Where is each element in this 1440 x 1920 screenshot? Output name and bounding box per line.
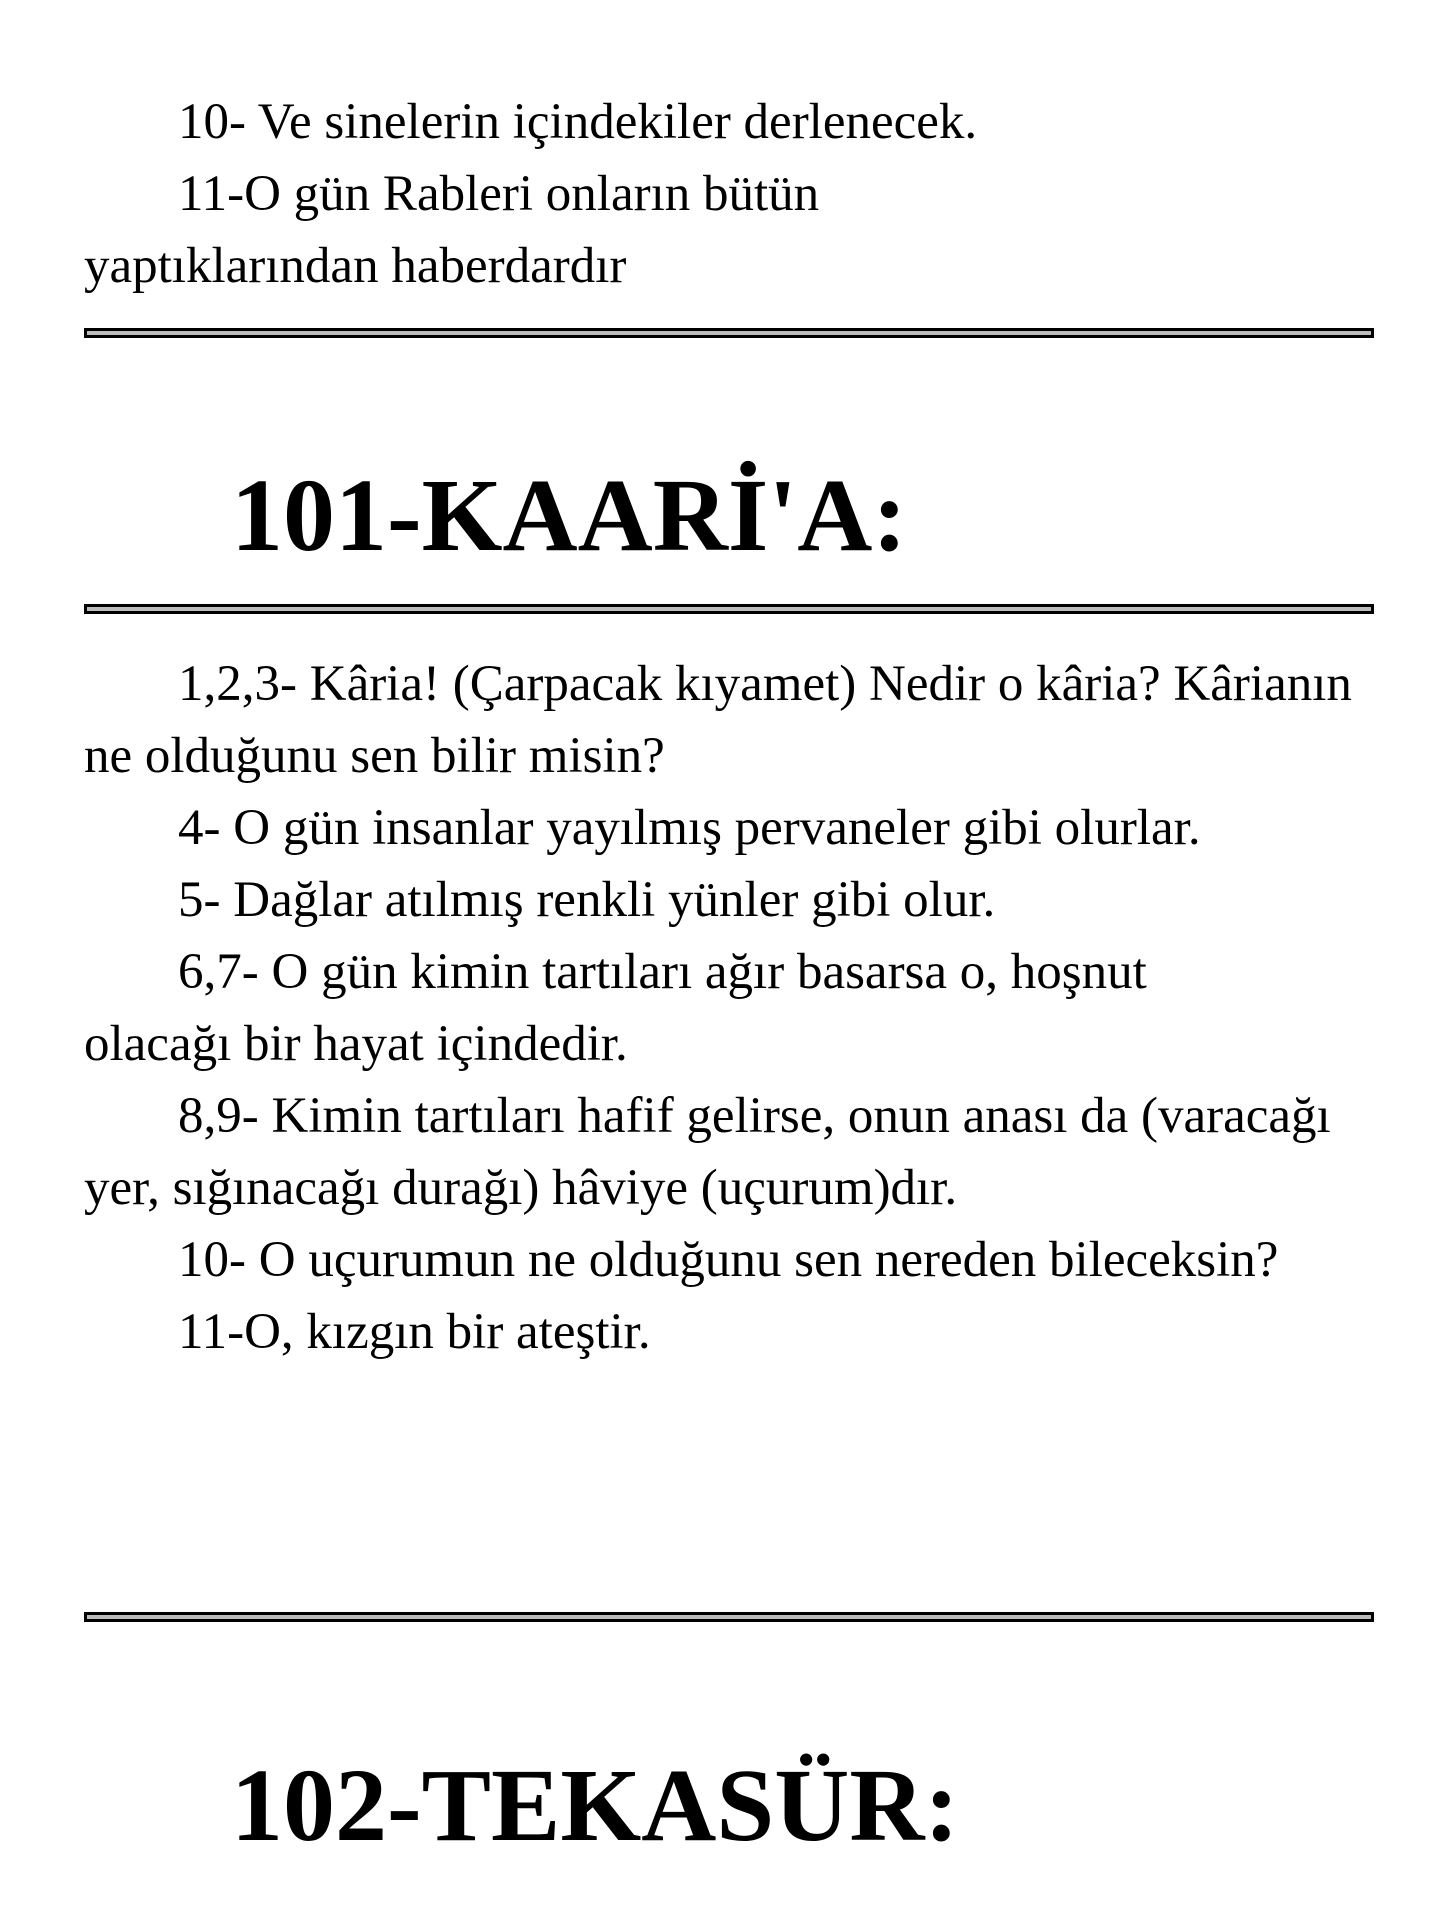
surah-heading-101: 101-KAARİ'A: (231, 458, 907, 573)
section-divider (84, 604, 1374, 614)
verse-11: 11-O gün Rableri onların bütün yaptıklarından haberdardır (84, 166, 820, 294)
surah-101-verses (84, 648, 1374, 1368)
verse-6-7: 6,7- O gün kimin tartıları ağır basarsa o, hoşnut olacağı bir hayat içindedir. (84, 944, 1147, 1072)
section-divider (84, 328, 1374, 338)
verse-8-9: 8,9- Kimin tartıları hafif gelirse, onun anası da (varacağı yer, sığınacağı durağı) hâviye (uçurum)dır. (84, 1088, 1331, 1216)
surah-heading-102: 102-TEKASÜR: (231, 1748, 960, 1863)
verse-5: 5- Dağlar atılmış renkli yünler gibi olur. (178, 872, 996, 928)
verse-4: 4- O gün insanlar yayılmış pervaneler gibi olurlar. (178, 800, 1201, 856)
verse-1-2-3: 1,2,3- Kâria! (Çarpacak kıyamet) Nedir o kâria? Kârianın ne olduğunu sen bilir misin? (84, 656, 1352, 784)
section-divider (84, 1612, 1374, 1622)
top-verse-block (84, 86, 1374, 302)
verse-10: 10- O uçurumun ne olduğunu sen nereden bileceksin? (178, 1232, 1279, 1288)
verse-10: 10- Ve sinelerin içindekiler derlenecek. (178, 94, 978, 150)
verse-11: 11-O, kızgın bir ateştir. (178, 1304, 651, 1360)
